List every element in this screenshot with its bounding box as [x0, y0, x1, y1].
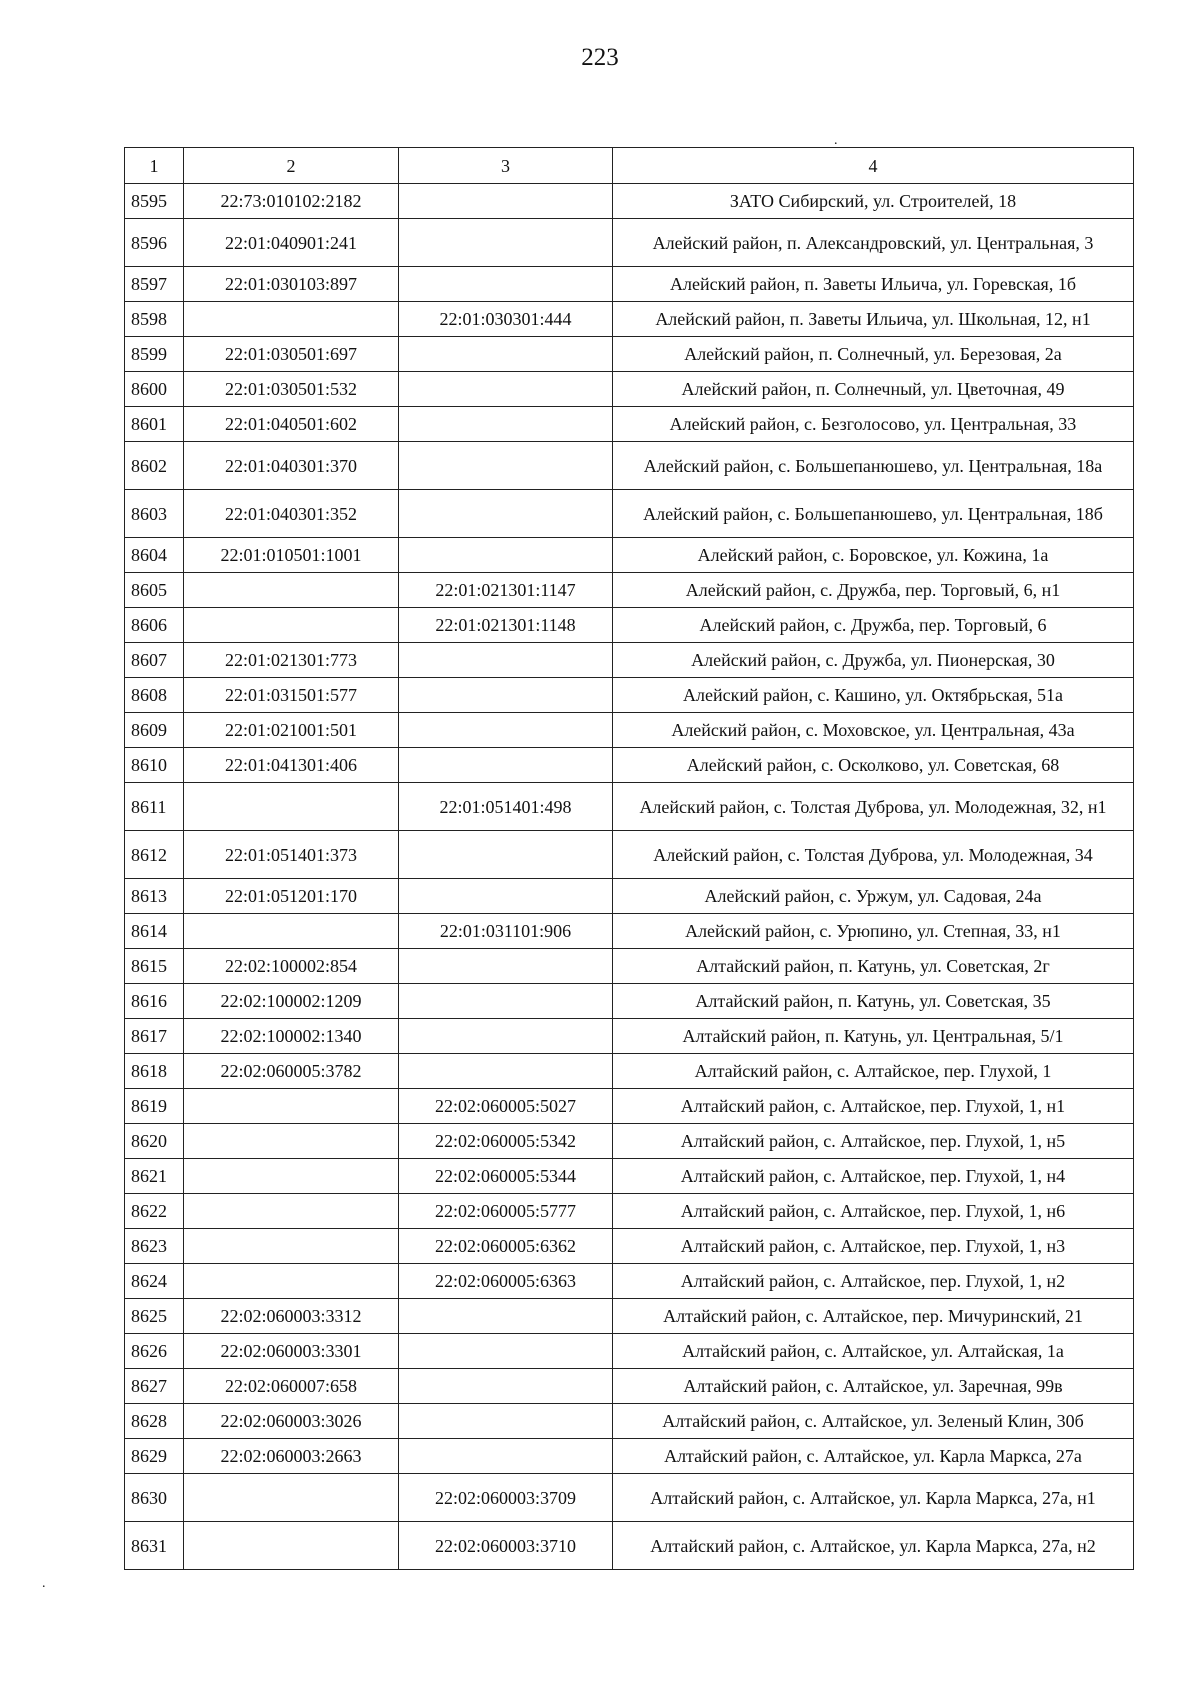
cadastral-number-cell: 22:01:040301:370: [184, 442, 399, 490]
address-cell: Алейский район, с. Дружба, ул. Пионерская, 30: [613, 643, 1134, 678]
column-header: 3: [399, 148, 613, 184]
row-number-cell: 8627: [125, 1369, 184, 1404]
address-cell: Алейский район, п. Заветы Ильича, ул. Горевская, 1б: [613, 267, 1134, 302]
address-cell: Алтайский район, с. Алтайское, пер. Глухой, 1, н1: [613, 1089, 1134, 1124]
cadastral-number-cell: 22:02:060003:3301: [184, 1334, 399, 1369]
address-cell: ЗАТО Сибирский, ул. Строителей, 18: [613, 184, 1134, 219]
cadastral-number-cell: 22:01:051201:170: [184, 879, 399, 914]
address-cell: Алтайский район, с. Алтайское, пер. Глухой, 1, н5: [613, 1124, 1134, 1159]
cadastral-number-alt-cell: 22:01:030301:444: [399, 302, 613, 337]
table-row: [125, 643, 1134, 678]
address-cell: Алтайский район, с. Алтайское, пер. Мичуринский, 21: [613, 1299, 1134, 1334]
cadastral-number-cell: 22:02:060003:2663: [184, 1439, 399, 1474]
address-cell: Алтайский район, с. Алтайское, пер. Глухой, 1: [613, 1054, 1134, 1089]
row-number-cell: 8629: [125, 1439, 184, 1474]
cadastral-number-alt-cell: [399, 490, 613, 538]
cadastral-number-cell: [184, 1089, 399, 1124]
row-number-cell: 8623: [125, 1229, 184, 1264]
column-header: 1: [125, 148, 184, 184]
cadastral-number-alt-cell: [399, 442, 613, 490]
table-row: [125, 267, 1134, 302]
table-row: [125, 678, 1134, 713]
cadastral-number-cell: 22:01:051401:373: [184, 831, 399, 879]
cadastral-number-alt-cell: 22:01:051401:498: [399, 783, 613, 831]
address-cell: Алейский район, с. Толстая Дуброва, ул. Молодежная, 32, н1: [613, 783, 1134, 831]
cadastral-number-cell: 22:02:060005:3782: [184, 1054, 399, 1089]
cadastral-number-cell: 22:01:041301:406: [184, 748, 399, 783]
address-cell: Алейский район, п. Солнечный, ул. Березовая, 2а: [613, 337, 1134, 372]
cadastral-number-cell: [184, 302, 399, 337]
row-number-cell: 8597: [125, 267, 184, 302]
page-number: 223: [581, 44, 619, 71]
table-row: [125, 1439, 1134, 1474]
table-row: [125, 608, 1134, 643]
cadastral-number-alt-cell: [399, 337, 613, 372]
cadastral-number-alt-cell: [399, 831, 613, 879]
cadastral-number-alt-cell: 22:02:060005:5342: [399, 1124, 613, 1159]
address-cell: Алтайский район, с. Алтайское, пер. Глухой, 1, н4: [613, 1159, 1134, 1194]
table-row: [125, 713, 1134, 748]
column-header: 2: [184, 148, 399, 184]
address-cell: Алтайский район, с. Алтайское, ул. Алтайская, 1а: [613, 1334, 1134, 1369]
cadastral-number-alt-cell: [399, 1299, 613, 1334]
cadastral-number-alt-cell: [399, 879, 613, 914]
cadastral-number-cell: 22:01:040301:352: [184, 490, 399, 538]
stray-mark: .: [834, 133, 838, 148]
row-number-cell: 8611: [125, 783, 184, 831]
table-row: [125, 949, 1134, 984]
row-number-cell: 8625: [125, 1299, 184, 1334]
stray-mark: .: [42, 1576, 46, 1591]
address-cell: Алейский район, с. Дружба, пер. Торговый, 6, н1: [613, 573, 1134, 608]
table-row: [125, 1124, 1134, 1159]
row-number-cell: 8603: [125, 490, 184, 538]
address-cell: Алтайский район, п. Катунь, ул. Советская, 35: [613, 984, 1134, 1019]
cadastral-number-cell: [184, 1264, 399, 1299]
cadastral-number-cell: 22:01:031501:577: [184, 678, 399, 713]
cadastral-number-cell: 22:02:100002:1209: [184, 984, 399, 1019]
table-row: [125, 1194, 1134, 1229]
register-table: [124, 147, 1134, 1570]
table-row: [125, 1054, 1134, 1089]
address-cell: Алтайский район, с. Алтайское, ул. Карла Маркса, 27а, н2: [613, 1522, 1134, 1570]
address-cell: Алтайский район, с. Алтайское, ул. Заречная, 99в: [613, 1369, 1134, 1404]
table-row: [125, 879, 1134, 914]
cadastral-number-alt-cell: [399, 1019, 613, 1054]
row-number-cell: 8622: [125, 1194, 184, 1229]
table-row: [125, 1229, 1134, 1264]
row-number-cell: 8605: [125, 573, 184, 608]
address-cell: Алейский район, с. Кашино, ул. Октябрьская, 51а: [613, 678, 1134, 713]
address-cell: Алейский район, с. Большепанюшево, ул. Центральная, 18б: [613, 490, 1134, 538]
cadastral-number-alt-cell: 22:02:060005:5777: [399, 1194, 613, 1229]
row-number-cell: 8628: [125, 1404, 184, 1439]
address-cell: Алейский район, с. Дружба, пер. Торговый, 6: [613, 608, 1134, 643]
table-row: [125, 538, 1134, 573]
table-row: [125, 914, 1134, 949]
cadastral-number-cell: [184, 783, 399, 831]
cadastral-number-alt-cell: [399, 949, 613, 984]
cadastral-number-alt-cell: [399, 372, 613, 407]
row-number-cell: 8610: [125, 748, 184, 783]
row-number-cell: 8596: [125, 219, 184, 267]
address-cell: Алтайский район, с. Алтайское, пер. Глухой, 1, н3: [613, 1229, 1134, 1264]
address-cell: Алтайский район, с. Алтайское, пер. Глухой, 1, н6: [613, 1194, 1134, 1229]
address-cell: Алтайский район, с. Алтайское, ул. Карла Маркса, 27а: [613, 1439, 1134, 1474]
cadastral-number-cell: 22:01:030501:697: [184, 337, 399, 372]
table-row: [125, 1369, 1134, 1404]
cadastral-number-cell: 22:01:040501:602: [184, 407, 399, 442]
cadastral-number-cell: 22:01:010501:1001: [184, 538, 399, 573]
table-row: [125, 302, 1134, 337]
address-cell: Алейский район, с. Урюпино, ул. Степная, 33, н1: [613, 914, 1134, 949]
cadastral-number-cell: 22:02:100002:1340: [184, 1019, 399, 1054]
table-row: [125, 1089, 1134, 1124]
cadastral-number-cell: 22:01:040901:241: [184, 219, 399, 267]
cadastral-number-alt-cell: [399, 1439, 613, 1474]
table-row: [125, 184, 1134, 219]
table-row: [125, 748, 1134, 783]
table-row: [125, 1299, 1134, 1334]
row-number-cell: 8599: [125, 337, 184, 372]
address-cell: Алейский район, с. Безголосово, ул. Центральная, 33: [613, 407, 1134, 442]
cadastral-number-alt-cell: 22:02:060005:5344: [399, 1159, 613, 1194]
table-row: [125, 1474, 1134, 1522]
cadastral-number-cell: 22:02:060003:3312: [184, 1299, 399, 1334]
cadastral-number-cell: [184, 608, 399, 643]
cadastral-number-cell: [184, 1522, 399, 1570]
cadastral-number-cell: [184, 1194, 399, 1229]
row-number-cell: 8595: [125, 184, 184, 219]
cadastral-number-cell: 22:02:060007:658: [184, 1369, 399, 1404]
table-header-row: [125, 148, 1134, 184]
cadastral-number-alt-cell: 22:02:060005:5027: [399, 1089, 613, 1124]
cadastral-number-alt-cell: [399, 184, 613, 219]
cadastral-number-alt-cell: 22:02:060003:3709: [399, 1474, 613, 1522]
cadastral-number-alt-cell: [399, 538, 613, 573]
row-number-cell: 8621: [125, 1159, 184, 1194]
row-number-cell: 8618: [125, 1054, 184, 1089]
table-row: [125, 442, 1134, 490]
cadastral-number-cell: 22:01:030501:532: [184, 372, 399, 407]
address-cell: Алейский район, с. Осколково, ул. Советская, 68: [613, 748, 1134, 783]
address-cell: Алейский район, с. Толстая Дуброва, ул. Молодежная, 34: [613, 831, 1134, 879]
cadastral-number-alt-cell: [399, 643, 613, 678]
table-row: [125, 1334, 1134, 1369]
table-row: [125, 1264, 1134, 1299]
table-row: [125, 1404, 1134, 1439]
cadastral-number-alt-cell: [399, 267, 613, 302]
cadastral-number-cell: 22:73:010102:2182: [184, 184, 399, 219]
row-number-cell: 8604: [125, 538, 184, 573]
cadastral-number-cell: [184, 1229, 399, 1264]
cadastral-number-alt-cell: 22:01:021301:1147: [399, 573, 613, 608]
row-number-cell: 8602: [125, 442, 184, 490]
address-cell: Алтайский район, п. Катунь, ул. Советская, 2г: [613, 949, 1134, 984]
row-number-cell: 8631: [125, 1522, 184, 1570]
table-row: [125, 407, 1134, 442]
cadastral-number-alt-cell: 22:01:021301:1148: [399, 608, 613, 643]
column-header: 4: [613, 148, 1134, 184]
address-cell: Алтайский район, с. Алтайское, ул. Зеленый Клин, 30б: [613, 1404, 1134, 1439]
address-cell: Алейский район, п. Заветы Ильича, ул. Школьная, 12, н1: [613, 302, 1134, 337]
table-row: [125, 219, 1134, 267]
table-row: [125, 1159, 1134, 1194]
address-cell: Алейский район, с. Большепанюшево, ул. Центральная, 18а: [613, 442, 1134, 490]
row-number-cell: 8600: [125, 372, 184, 407]
cadastral-number-alt-cell: 22:02:060005:6362: [399, 1229, 613, 1264]
cadastral-number-alt-cell: 22:02:060003:3710: [399, 1522, 613, 1570]
cadastral-number-alt-cell: [399, 1369, 613, 1404]
row-number-cell: 8601: [125, 407, 184, 442]
address-cell: Алтайский район, п. Катунь, ул. Центральная, 5/1: [613, 1019, 1134, 1054]
cadastral-number-alt-cell: [399, 984, 613, 1019]
cadastral-number-alt-cell: [399, 407, 613, 442]
cadastral-number-alt-cell: [399, 713, 613, 748]
table-row: [125, 490, 1134, 538]
cadastral-number-cell: 22:02:100002:854: [184, 949, 399, 984]
table-row: [125, 783, 1134, 831]
cadastral-number-cell: 22:01:021001:501: [184, 713, 399, 748]
cadastral-number-alt-cell: [399, 1054, 613, 1089]
cadastral-number-cell: 22:02:060003:3026: [184, 1404, 399, 1439]
row-number-cell: 8614: [125, 914, 184, 949]
cadastral-number-alt-cell: [399, 219, 613, 267]
table-row: [125, 372, 1134, 407]
cadastral-number-cell: [184, 1159, 399, 1194]
row-number-cell: 8607: [125, 643, 184, 678]
row-number-cell: 8626: [125, 1334, 184, 1369]
address-cell: Алтайский район, с. Алтайское, ул. Карла Маркса, 27а, н1: [613, 1474, 1134, 1522]
row-number-cell: 8598: [125, 302, 184, 337]
row-number-cell: 8630: [125, 1474, 184, 1522]
row-number-cell: 8609: [125, 713, 184, 748]
cadastral-number-alt-cell: 22:01:031101:906: [399, 914, 613, 949]
cadastral-number-alt-cell: 22:02:060005:6363: [399, 1264, 613, 1299]
cadastral-number-alt-cell: [399, 1404, 613, 1439]
cadastral-number-cell: [184, 573, 399, 608]
address-cell: Алейский район, п. Солнечный, ул. Цветочная, 49: [613, 372, 1134, 407]
address-cell: Алтайский район, с. Алтайское, пер. Глухой, 1, н2: [613, 1264, 1134, 1299]
address-cell: Алейский район, п. Александровский, ул. Центральная, 3: [613, 219, 1134, 267]
table-row: [125, 1522, 1134, 1570]
cadastral-number-alt-cell: [399, 748, 613, 783]
cadastral-number-cell: 22:01:021301:773: [184, 643, 399, 678]
table-row: [125, 337, 1134, 372]
cadastral-number-cell: 22:01:030103:897: [184, 267, 399, 302]
table-row: [125, 984, 1134, 1019]
row-number-cell: 8612: [125, 831, 184, 879]
cadastral-number-cell: [184, 914, 399, 949]
address-cell: Алейский район, с. Боровское, ул. Кожина, 1а: [613, 538, 1134, 573]
cadastral-number-cell: [184, 1124, 399, 1159]
cadastral-number-cell: [184, 1474, 399, 1522]
row-number-cell: 8615: [125, 949, 184, 984]
row-number-cell: 8617: [125, 1019, 184, 1054]
table-row: [125, 1019, 1134, 1054]
table-row: [125, 573, 1134, 608]
row-number-cell: 8608: [125, 678, 184, 713]
row-number-cell: 8624: [125, 1264, 184, 1299]
address-cell: Алейский район, с. Уржум, ул. Садовая, 24а: [613, 879, 1134, 914]
row-number-cell: 8613: [125, 879, 184, 914]
row-number-cell: 8620: [125, 1124, 184, 1159]
address-cell: Алейский район, с. Моховское, ул. Центральная, 43а: [613, 713, 1134, 748]
row-number-cell: 8606: [125, 608, 184, 643]
cadastral-number-alt-cell: [399, 678, 613, 713]
row-number-cell: 8619: [125, 1089, 184, 1124]
cadastral-number-alt-cell: [399, 1334, 613, 1369]
row-number-cell: 8616: [125, 984, 184, 1019]
table-row: [125, 831, 1134, 879]
